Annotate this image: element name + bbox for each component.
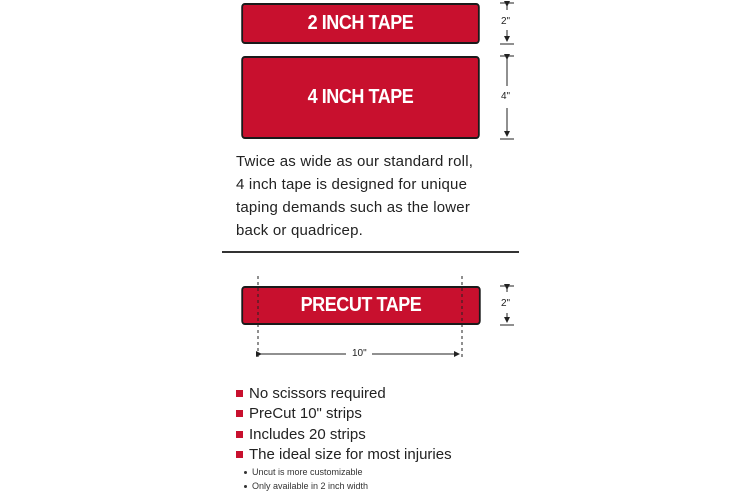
note-text: Only available in 2 inch width [252, 481, 369, 491]
four-inch-width-label: 4" [501, 91, 511, 102]
four-inch-tape-label: 4 INCH TAPE [307, 86, 414, 108]
four-inch-description [236, 150, 516, 242]
feature-text: No scissors required [249, 384, 386, 402]
four-inch-tape [241, 56, 480, 139]
description-line: Twice as wide as our standard roll, [236, 153, 474, 170]
red-square-bullet-icon [236, 410, 243, 417]
red-square-bullet-icon [236, 431, 243, 438]
two-inch-tape-label: 2 INCH TAPE [307, 12, 414, 34]
note-item [244, 479, 368, 493]
red-square-bullet-icon [236, 390, 243, 397]
feature-item [236, 445, 452, 466]
feature-item [236, 404, 452, 425]
precut-tape [241, 286, 480, 325]
description-line: taping demands such as the lower [236, 199, 471, 216]
precut-length-label: 10" [352, 348, 367, 359]
note-item [244, 465, 368, 479]
feature-text: PreCut 10" strips [249, 405, 362, 423]
red-square-bullet-icon [236, 451, 243, 458]
precut-tape-label: PRECUT TAPE [300, 294, 422, 316]
precut-width-label: 2" [501, 298, 511, 309]
note-text: Uncut is more customizable [252, 467, 363, 477]
two-inch-width-label: 2" [501, 16, 511, 27]
feature-text: Includes 20 strips [249, 425, 366, 443]
feature-text: The ideal size for most injuries [249, 446, 452, 464]
dot-bullet-icon [244, 485, 247, 488]
precut-features-list [236, 383, 452, 465]
feature-item [236, 383, 452, 404]
feature-item [236, 424, 452, 445]
dot-bullet-icon [244, 471, 247, 474]
two-inch-tape [241, 3, 480, 44]
section-divider [222, 251, 519, 253]
description-line: back or quadricep. [236, 222, 364, 239]
precut-notes-list [244, 465, 368, 493]
description-line: 4 inch tape is designed for unique [236, 176, 468, 193]
